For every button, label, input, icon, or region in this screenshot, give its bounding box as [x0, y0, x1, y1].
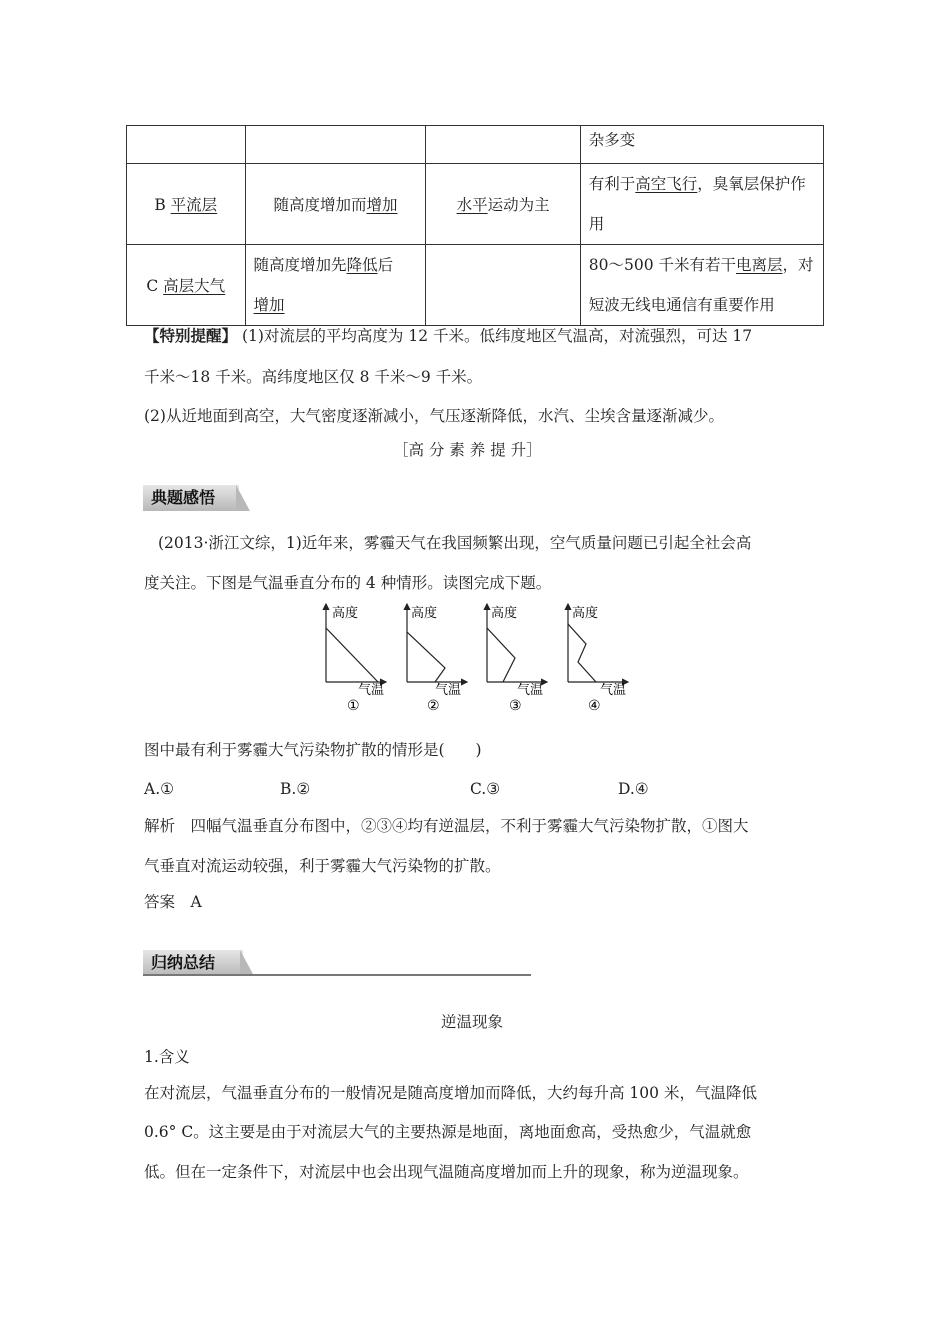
table-cell	[127, 126, 246, 164]
analysis-text: 四幅气温垂直分布图中，②③④均有逆温层，不利于雾霾大气污染物扩散，①图大	[190, 817, 749, 835]
temperature-curve	[326, 628, 378, 682]
question-text: 度关注。下图是气温垂直分布的 4 种情形。读图完成下题。	[144, 574, 552, 592]
tag-corner	[236, 485, 250, 511]
panel-1	[326, 604, 386, 714]
panel-number: ③	[509, 698, 522, 714]
y-axis-label: 高度	[572, 606, 599, 621]
cell-text-underlined: 增加	[253, 296, 285, 314]
cell-text: 有利于	[588, 175, 636, 193]
panel-number: ④	[588, 698, 601, 714]
table-cell: 杂多变	[580, 126, 823, 164]
x-axis-label: 气温	[600, 683, 627, 698]
reminder-label: 【特别提醒】	[144, 326, 238, 345]
panel-number: ①	[347, 698, 360, 714]
temperature-curve	[487, 628, 515, 682]
temperature-curve	[568, 624, 596, 682]
x-axis-label: 气温	[517, 683, 544, 698]
reminder-line2: 千米～18 千米。高纬度地区仅 8 千米～9 千米。	[144, 368, 483, 386]
answer-value: A	[190, 893, 202, 911]
x-axis-label: 气温	[435, 683, 462, 698]
analysis-line2: 气垂直对流运动较强，利于雾霾大气污染物的扩散。	[144, 857, 501, 875]
atmosphere-layer-table	[126, 125, 824, 326]
cell-text-underlined: 平流层	[170, 196, 218, 214]
analysis-line1	[144, 815, 749, 837]
section-title: ［高 分 素 养 提 升］	[393, 441, 542, 459]
relation-cell	[580, 164, 823, 245]
layer-name-upper-atmosphere	[127, 245, 246, 326]
question-text: (2013·浙江文综，1)近年来，雾霾天气在我国频繁出现，空气质量问题已引起全社会高	[158, 534, 752, 552]
temperature-curve	[407, 632, 445, 682]
table-cell	[245, 126, 426, 164]
table-row	[127, 126, 824, 164]
cell-text: ，臭氧层保护作	[697, 175, 806, 193]
summary-tag: 归纳总结	[143, 950, 243, 976]
cell-text-underlined: 增加	[366, 196, 398, 214]
summary-text: 0.6° C。这主要是由于对流层大气的主要热源是地面，离地面愈高，受热愈少，气温就愈	[144, 1123, 752, 1141]
option-d: D.④	[618, 780, 649, 798]
reminder-text: (1)对流层的平均高度为 12 千米。低纬度地区气温高，对流强烈，可达 17	[241, 327, 753, 345]
table-cell	[426, 245, 580, 326]
cell-text: 随高度增加而	[273, 196, 367, 214]
summary-text: 低。但在一定条件下，对流层中也会出现气温随高度增加而上升的现象，称为逆温现象。	[144, 1163, 749, 1181]
cell-text: B	[154, 196, 171, 214]
option-b: B.②	[280, 780, 311, 798]
cell-text: 随高度增加先	[253, 256, 347, 274]
cell-text: 运动为主	[487, 196, 550, 214]
temperature-change-cell	[245, 164, 426, 245]
question-stem: 图中最有利于雾霾大气污染物扩散的情形是( )	[144, 741, 482, 759]
y-axis-label: 高度	[411, 606, 438, 621]
answer-line	[144, 891, 202, 913]
cell-text: 80～500 千米有若干	[588, 256, 736, 274]
y-axis-label: 高度	[332, 606, 359, 621]
y-axis-label: 高度	[491, 606, 518, 621]
panel-2	[407, 604, 467, 714]
answer-label: 答案	[144, 893, 176, 911]
panel-number: ②	[427, 698, 440, 714]
relation-cell	[580, 245, 823, 326]
reminder-line1	[144, 325, 752, 347]
temperature-change-cell	[245, 245, 426, 326]
air-movement-cell	[426, 164, 580, 245]
cell-text-underlined: 水平	[456, 196, 488, 214]
divider	[143, 974, 531, 976]
cell-text: ，对	[782, 256, 814, 274]
reminder-line3: (2)从近地面到高空，大气密度逐渐减小，气压逐渐降低，水汽、尘埃含量逐渐减少。	[144, 407, 724, 425]
analysis-label: 解析	[144, 817, 176, 835]
tag-corner	[240, 950, 254, 976]
cell-text: 用	[588, 215, 605, 233]
cell-text-underlined: 降低	[346, 256, 378, 274]
x-axis-label: 气温	[358, 683, 385, 698]
option-a: A.①	[144, 780, 175, 798]
typical-question-tag: 典题感悟	[143, 485, 239, 511]
temperature-profile-figure	[316, 602, 636, 714]
table-row	[127, 245, 824, 326]
panel-3	[487, 604, 547, 714]
option-c: C.③	[470, 780, 501, 798]
panel-4	[568, 604, 628, 714]
cell-text-underlined: 电离层	[736, 256, 783, 274]
cell-text: 短波无线电通信有重要作用	[588, 296, 775, 314]
cell-text-underlined: 高空飞行	[635, 175, 698, 193]
summary-heading: 1.含义	[144, 1048, 190, 1066]
cell-text: C	[146, 277, 164, 295]
cell-text-underlined: 高层大气	[163, 277, 226, 295]
table-cell	[426, 126, 580, 164]
summary-title: 逆温现象	[441, 1013, 504, 1031]
cell-text: 后	[377, 256, 394, 274]
summary-text: 在对流层，气温垂直分布的一般情况是随高度增加而降低，大约每升高 100 米，气温降低	[144, 1084, 757, 1102]
table-row	[127, 164, 824, 245]
layer-name-stratosphere	[127, 164, 246, 245]
